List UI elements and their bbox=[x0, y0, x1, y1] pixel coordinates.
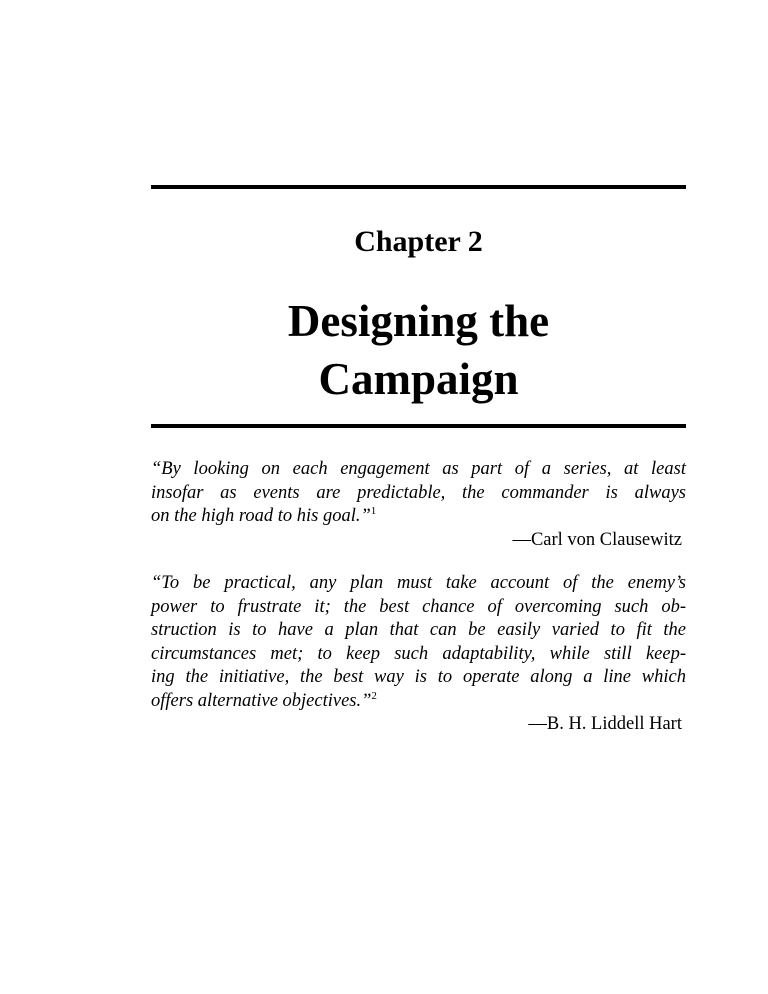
quote-line: power to frustrate it; the best chance of overcoming such ob- bbox=[151, 596, 686, 617]
footnote-marker: 1 bbox=[370, 504, 377, 517]
quote-line: circumstances met; to keep such adaptability, while still keep- bbox=[151, 643, 686, 664]
epigraph-attribution: —Carl von Clausewitz bbox=[512, 529, 682, 550]
chapter-title bbox=[151, 292, 686, 408]
quote-line: ing the initiative, the best way is to operate along a line which bbox=[151, 667, 686, 687]
epigraph-quote bbox=[151, 458, 686, 529]
quote-line-text: offers alternative objectives.” bbox=[151, 690, 372, 711]
top-horizontal-rule bbox=[151, 185, 686, 189]
chapter-title-line-2: Campaign bbox=[318, 354, 519, 404]
epigraph-liddell-hart bbox=[151, 572, 686, 737]
bottom-horizontal-rule bbox=[151, 424, 686, 428]
chapter-number: Chapter 2 bbox=[354, 225, 483, 258]
quote-line: “To be practical, any plan must take account of the enemy’s bbox=[151, 573, 686, 593]
epigraph-attribution: —B. H. Liddell Hart bbox=[528, 714, 682, 734]
quote-line: struction is to have a plan that can be easily varied to fit the bbox=[151, 620, 686, 640]
quote-line: “By looking on each engagement as part of a series, at least bbox=[151, 459, 686, 479]
quote-line bbox=[151, 505, 686, 529]
quote-line: insofar as events are predictable, the commander is always bbox=[151, 482, 686, 503]
quote-line-text: on the high road to his goal.” bbox=[151, 506, 371, 526]
epigraph-quote bbox=[151, 572, 686, 713]
footnote-marker: 2 bbox=[371, 689, 377, 702]
quote-line bbox=[151, 690, 686, 714]
epigraph-clausewitz bbox=[151, 458, 686, 552]
chapter-title-line-1: Designing the bbox=[287, 296, 550, 346]
